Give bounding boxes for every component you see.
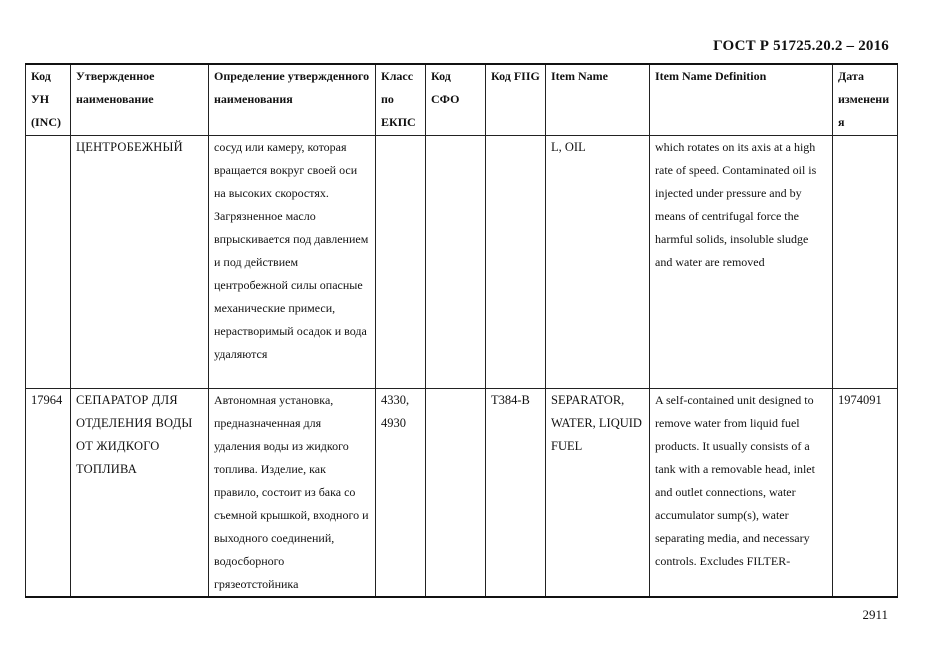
cell-sfo-code	[426, 389, 486, 598]
col-header-sfo-code: Код СФО	[426, 64, 486, 136]
cell-code: 17964	[26, 389, 71, 598]
cell-change-date	[833, 136, 898, 389]
cell-definition: Автономная установка, предназначенная для удаления воды из жидкого топлива. Изделие, как правило, состоит из бака со съемной крышкой, входного и выходного соединений, водосборного грязеотстойника	[209, 389, 376, 598]
table-row	[26, 389, 898, 598]
cell-fiig-code: T384-B	[486, 389, 546, 598]
cell-definition: сосуд или камеру, которая вращается вокруг своей оси на высоких скоростях. Загрязненное масло впрыскивается под давлением и под действием центробежной силы опасные механические примеси, нерастворимый осадок и вода удаляются	[209, 136, 376, 389]
col-header-change-date: Дата изменения	[833, 64, 898, 136]
table-row	[26, 136, 898, 389]
col-header-fiig-code: Код FIIG	[486, 64, 546, 136]
document-title: ГОСТ Р 51725.20.2 – 2016	[713, 38, 889, 54]
table-header-row	[26, 64, 898, 136]
cell-approved-name: СЕПАРАТОР ДЛЯ ОТДЕЛЕНИЯ ВОДЫ ОТ ЖИДКОГО ТОПЛИВА	[71, 389, 209, 598]
col-header-approved-name: Утвержденное наименование	[71, 64, 209, 136]
cell-fiig-code	[486, 136, 546, 389]
cell-ekps-class: 4330, 4930	[376, 389, 426, 598]
cell-ekps-class	[376, 136, 426, 389]
col-header-ekps-class: Класс по ЕКПС	[376, 64, 426, 136]
col-header-item-name-definition: Item Name Definition	[650, 64, 833, 136]
col-header-item-name: Item Name	[546, 64, 650, 136]
col-header-code: Код УН (INC)	[26, 64, 71, 136]
page-number: 2911	[862, 607, 888, 622]
cell-change-date: 1974091	[833, 389, 898, 598]
cell-code	[26, 136, 71, 389]
cell-approved-name: ЦЕНТРОБЕЖНЫЙ	[71, 136, 209, 389]
cell-item-name: L, OIL	[546, 136, 650, 389]
col-header-definition: Определение утвержденного наименования	[209, 64, 376, 136]
nomenclature-table	[25, 63, 898, 598]
cell-item-name: SEPARATOR, WATER, LIQUID FUEL	[546, 389, 650, 598]
cell-item-name-definition: which rotates on its axis at a high rate of speed. Contaminated oil is injected under pressure and by means of centrifugal force the harmful solids, insoluble sludge and water are removed	[650, 136, 833, 389]
cell-item-name-definition: A self-contained unit designed to remove water from liquid fuel products. It usually consists of a tank with a removable head, inlet and outlet connections, water accumulator sump(s), water separating media, and necessary controls. Excludes FILTER-	[650, 389, 833, 598]
cell-sfo-code	[426, 136, 486, 389]
